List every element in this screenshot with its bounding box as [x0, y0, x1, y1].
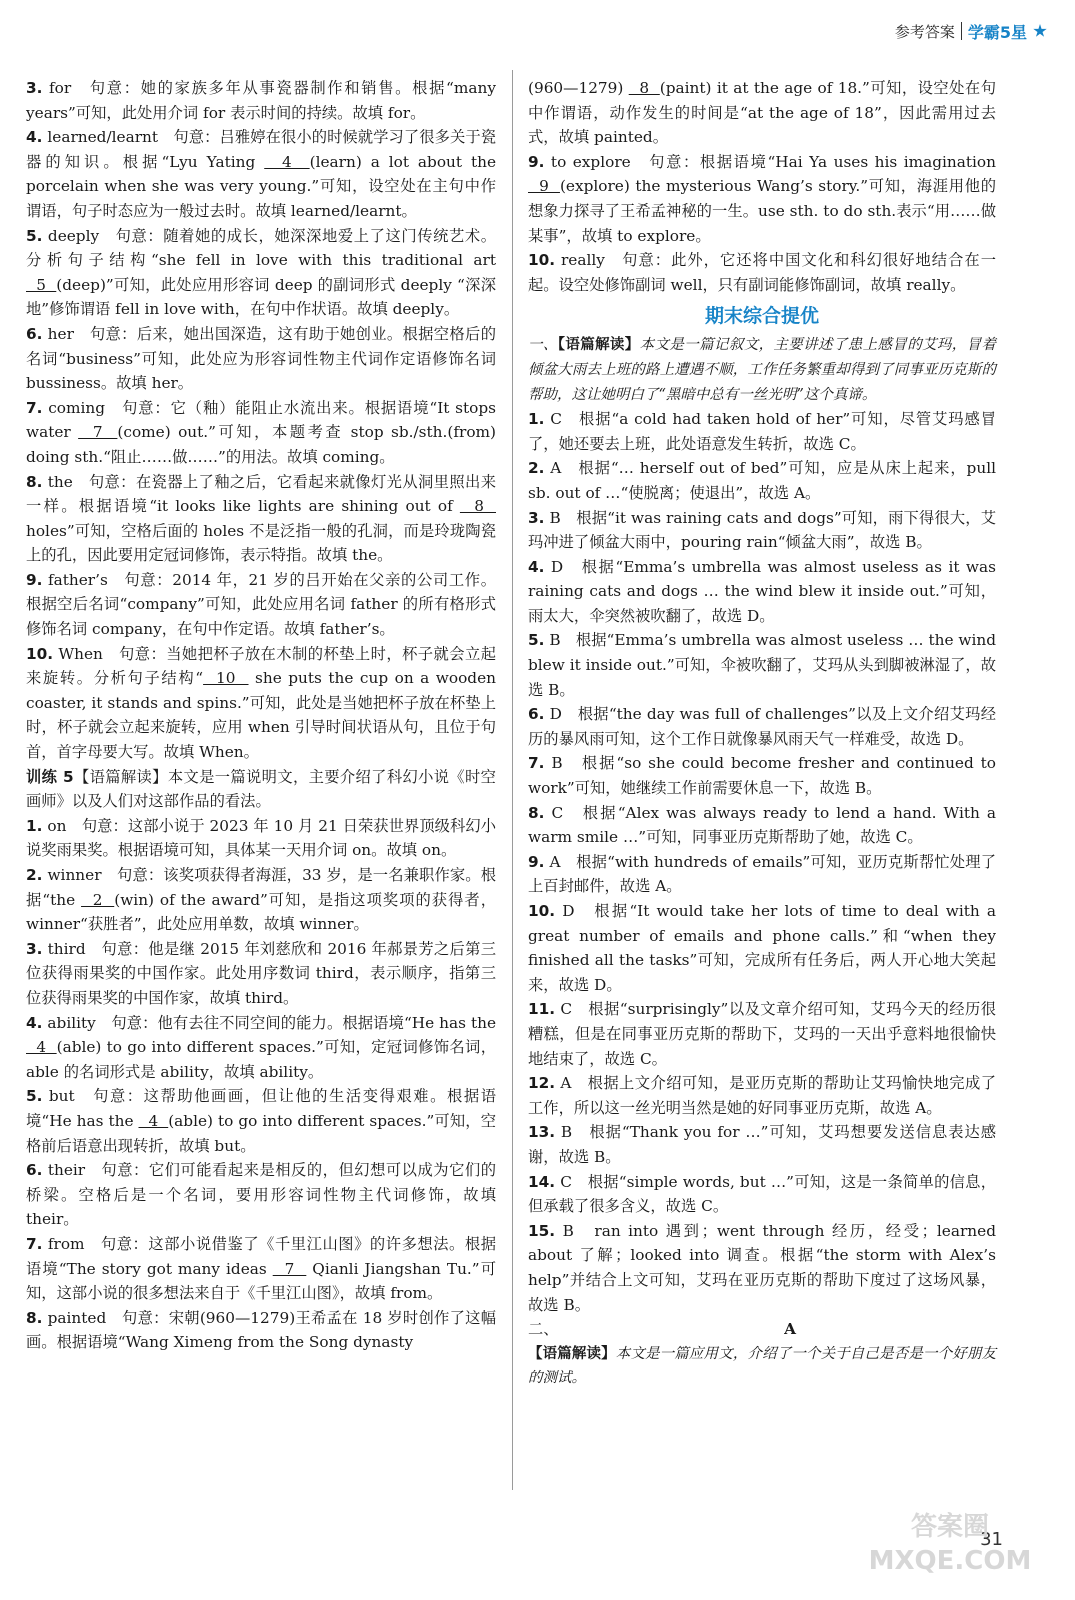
right-entries — [528, 76, 996, 297]
answer-entry: 2. A 根据“… herself out of bed”可知，应是从床上起来，pull sb. out of …“使脱离；使退出”，故选 A。 — [528, 459, 996, 502]
header-label: 参考答案 — [894, 22, 955, 41]
answer-entry: 1. C 根据“a cold had taken hold of her”可知，尽管艾玛感冒了，她还要去上班，此处语意发生转折，故选 C。 — [528, 410, 996, 453]
section-two-head — [528, 1317, 996, 1342]
answer-entry: 8. C 根据“Alex was always ready to lend a hand. With a warm smile …”可知，同事亚历克斯帮助了她，故选 C。 — [528, 803, 996, 847]
right-column — [528, 76, 996, 1391]
answer-entry: 4. ability 句意：他有去往不同空间的能力。根据语境“He has the 4 (able) to go into different spaces.”可知，定冠词修饰名词，able 的名词形式是 ability，故填 ability。 — [26, 1013, 496, 1081]
answer-entry: 3. for 句意：她的家族多年从事瓷器制作和销售。根据“many years”可知，此处用介词 for 表示时间的持续。故填 for。 — [26, 79, 496, 122]
answer-entry: 5. but 句意：这帮助他画画，但让他的生活变得艰难。根据语境“He has the 4 (able) to go into different spaces.”可知，空格前后语意出现转折，故填 but。 — [26, 1087, 496, 1155]
answer-entry: 8. painted 句意：宋朝(960—1279)王希孟在 18 岁时创作了这幅画。根据语境“Wang Ximeng from the Song dynasty — [26, 1308, 496, 1352]
answer-entry: 13. B 根据“Thank you for …”可知，艾玛想要发送信息表达感谢，故选 B。 — [528, 1123, 996, 1166]
answer-entry: 3. B 根据“it was raining cats and dogs”可知，雨下得很大，艾玛冲进了倾盆大雨中，pouring rain“倾盆大雨”，故选 B。 — [528, 508, 996, 552]
answer-entry: 9. to explore 句意：根据语境“Hai Ya uses his imagination 9 (explore) the mysterious Wang’s story.”可知，海涯用他的想象力探寻了王希孟神秘的一生。use sth. to do sth.表示“用……做某事”，故填 to explore。 — [528, 152, 996, 245]
answer-entry: 训练 5【语篇解读】本文是一篇说明文，主要介绍了科幻小说《时空画师》以及人们对这部作品的看法。 — [26, 767, 496, 811]
answer-entry: (960—1279) 8 (paint) it at the age of 18.”可知，设空处在句中作谓语，动作发生的时间是“at the age of 18”，因此需用过去式，故填 painted。 — [528, 79, 996, 147]
watermark-line1: 答案圈 — [910, 1512, 989, 1542]
section-title: 期末综合提优 — [704, 305, 819, 328]
answer-entry: 14. C 根据“simple words, but …”可知，这是一条简单的信息，但承载了很多含义，故选 C。 — [528, 1172, 996, 1216]
answer-entry: 7. B 根据“so she could become fresher and continued to work”可知，她继续工作前需要休息一下，故选 B。 — [528, 754, 996, 798]
answer-entry: 9. father’s 句意：2014 年，21 岁的吕开始在父亲的公司工作。根据空后名词“company”可知，此处应用名词 father 的所有格形式修饰名词 company，在句中作定语。故填 father’s。 — [26, 570, 496, 639]
answer-entry: 6. their 句意：它们可能看起来是相反的，但幻想可以成为它们的桥梁。空格后是一个名词，要用形容词性物主代词修饰，故填 their。 — [26, 1161, 496, 1229]
page-number: 31 — [980, 1529, 1003, 1550]
section-two-label: 二、 — [528, 1320, 559, 1339]
header-divider — [961, 22, 962, 40]
header-brand: 学霸5星 — [967, 22, 1027, 42]
answer-entry: 4. learned/learnt 句意：吕雅婷在很小的时候就学习了很多关于瓷器的知识。根据“Lyu Yating 4 (learn) a lot about the porcelain when she was very young.”可知，设空处在主句中作谓语，句子时态应为一般过去时。故填 learned/learnt。 — [26, 128, 496, 220]
watermark-logo — [865, 1510, 1035, 1580]
answer-entry: 1. on 句意：这部小说于 2023 年 10 月 21 日荣获世界顶级科幻小说奖雨果奖。根据语境可知，具体某一天用介词 on。故填 on。 — [26, 816, 496, 860]
answer-entry: 2. winner 句意：该奖项获得者海涯，33 岁，是一名兼职作家。根据“the 2 (win) of the award”可知，是指这项奖项的获得者，winner“获胜者”，此处应用单数，故填 winner。 — [26, 866, 497, 934]
page-header — [895, 16, 1047, 46]
section-two-letter: A — [784, 1320, 796, 1339]
answer-entry: 15. B ran into 遇到；went through 经历，经受；learned about 了解；looked into 调查。根据“the storm with Alex’s help”并结合上文可知，艾玛在亚历克斯的帮助下度过了这场风暴，故选 B。 — [528, 1221, 996, 1314]
column-divider — [512, 70, 513, 1490]
answer-entry: 6. her 句意：后来，她出国深造，这有助于她创业。根据空格后的名词“business”可知，此处应为形容词性物主代词作定语修饰名词 bussiness。故填 her。 — [26, 324, 496, 393]
answer-entry: 6. D 根据“the day was full of challenges”以及上文介绍艾玛经历的暴风雨可知，这个工作日就像暴风雨天气一样难受，故选 D。 — [528, 705, 996, 748]
answer-list — [528, 407, 996, 1317]
left-column — [26, 76, 496, 1355]
answer-entry: 10. really 句意：此外，它还将中国文化和科幻很好地结合在一起。设空处修饰副词 well，只有副词能修饰副词，故填 really。 — [528, 251, 996, 294]
answer-entry: 7. coming 句意：它（釉）能阻止水流出来。根据语境“It stops water 7 (come) out.”可知，本题考查 stop sb./sth.(from) doing sth.“阻止……做……”的用法。故填 coming。 — [26, 398, 496, 466]
answer-entry: 7. from 句意：这部小说借鉴了《千里江山图》的许多想法。根据语境“The story got many ideas 7 Qianli Jiangshan Tu.”可知，这部小说的很多想法来自于《千里江山图》，故填 from。 — [26, 1234, 496, 1303]
answer-entry: 11. C 根据“surprisingly”以及文章介绍可知，艾玛今天的经历很糟糕，但是在同事亚历克斯的帮助下，艾玛的一天出乎意料地很愉快地结束了，故选 C。 — [528, 1000, 996, 1068]
star-icon — [1033, 24, 1047, 38]
watermark-line2: MXQE.COM — [868, 1546, 1032, 1576]
passage-intro-one: 一、【语篇解读】本文是一篇记叙文，主要讲述了患上感冒的艾玛，冒着倾盆大雨去上班的路上遭遇不顺，工作任务繁重却得到了同事亚历克斯的帮助，这让她明白了“黑暗中总有一丝光明”这个真谛。 — [528, 336, 997, 403]
answer-entry: 9. A 根据“with hundreds of emails”可知，亚历克斯帮忙处理了上百封邮件，故选 A。 — [528, 852, 996, 896]
answer-entry: 8. the 句意：在瓷器上了釉之后，它看起来就像灯光从洞里照出来一样。根据语境“it looks like lights are shining out of 8 holes”可知，空格后面的 holes 不是泛指一般的孔洞，而是玲珑陶瓷上的孔，因此要用定冠词修饰，表示特指。故填 the。 — [26, 472, 496, 565]
answer-entry: 12. A 根据上文介绍可知，是亚历克斯的帮助让艾玛愉快地完成了工作，所以这一丝光明当然是她的好同事亚历克斯，故选 A。 — [528, 1074, 996, 1117]
answer-entry: 5. B 根据“Emma’s umbrella was almost useless … the wind blew it inside out.”可知，伞被吹翻了，艾玛从头到脚被淋湿了，故选 B。 — [528, 631, 996, 699]
answer-entry: 5. deeply 句意：随着她的成长，她深深地爱上了这门传统艺术。分析句子结构“she fell in love with this traditional art 5 (deep)”可知，此处应用形容词 deep 的副词形式 deeply “深深地”修饰谓语 fell in love with，在句中作状语。故填 deeply。 — [26, 226, 496, 319]
passage-intro-two: 【语篇解读】本文是一篇应用文，介绍了一个关于自己是否是一个好朋友的测试。 — [528, 1344, 997, 1387]
answer-entry: 10. When 句意：当她把杯子放在木制的杯垫上时，杯子就会立起来旋转。分析句子结构“ 10 she puts the cup on a wooden coaster, it stands and spins.”可知，此处是当她把杯子放在杯垫上时，杯子就会立起来旋转，应用 when 引导时间状语从句，且位于句首，首字母要大写。故填 When。 — [26, 644, 496, 762]
answer-entry: 10. D 根据“It would take her lots of time to deal with a great number of emails and phone calls.”和“when they finished all the tasks”可知，完成所有任务后，两人开心地大笑起来，故选 D。 — [528, 902, 996, 994]
answer-entry: 4. D 根据“Emma’s umbrella was almost useless as it was raining cats and dogs … the wind blew it inside out.”可知，雨太大，伞突然被吹翻了，故选 D。 — [528, 557, 996, 625]
answer-entry: 3. third 句意：他是继 2015 年刘慈欣和 2016 年郝景芳之后第三位获得雨果奖的中国作家。此处用序数词 third，表示顺序，指第三位获得雨果奖的中国作家，故填 third。 — [26, 939, 496, 1007]
